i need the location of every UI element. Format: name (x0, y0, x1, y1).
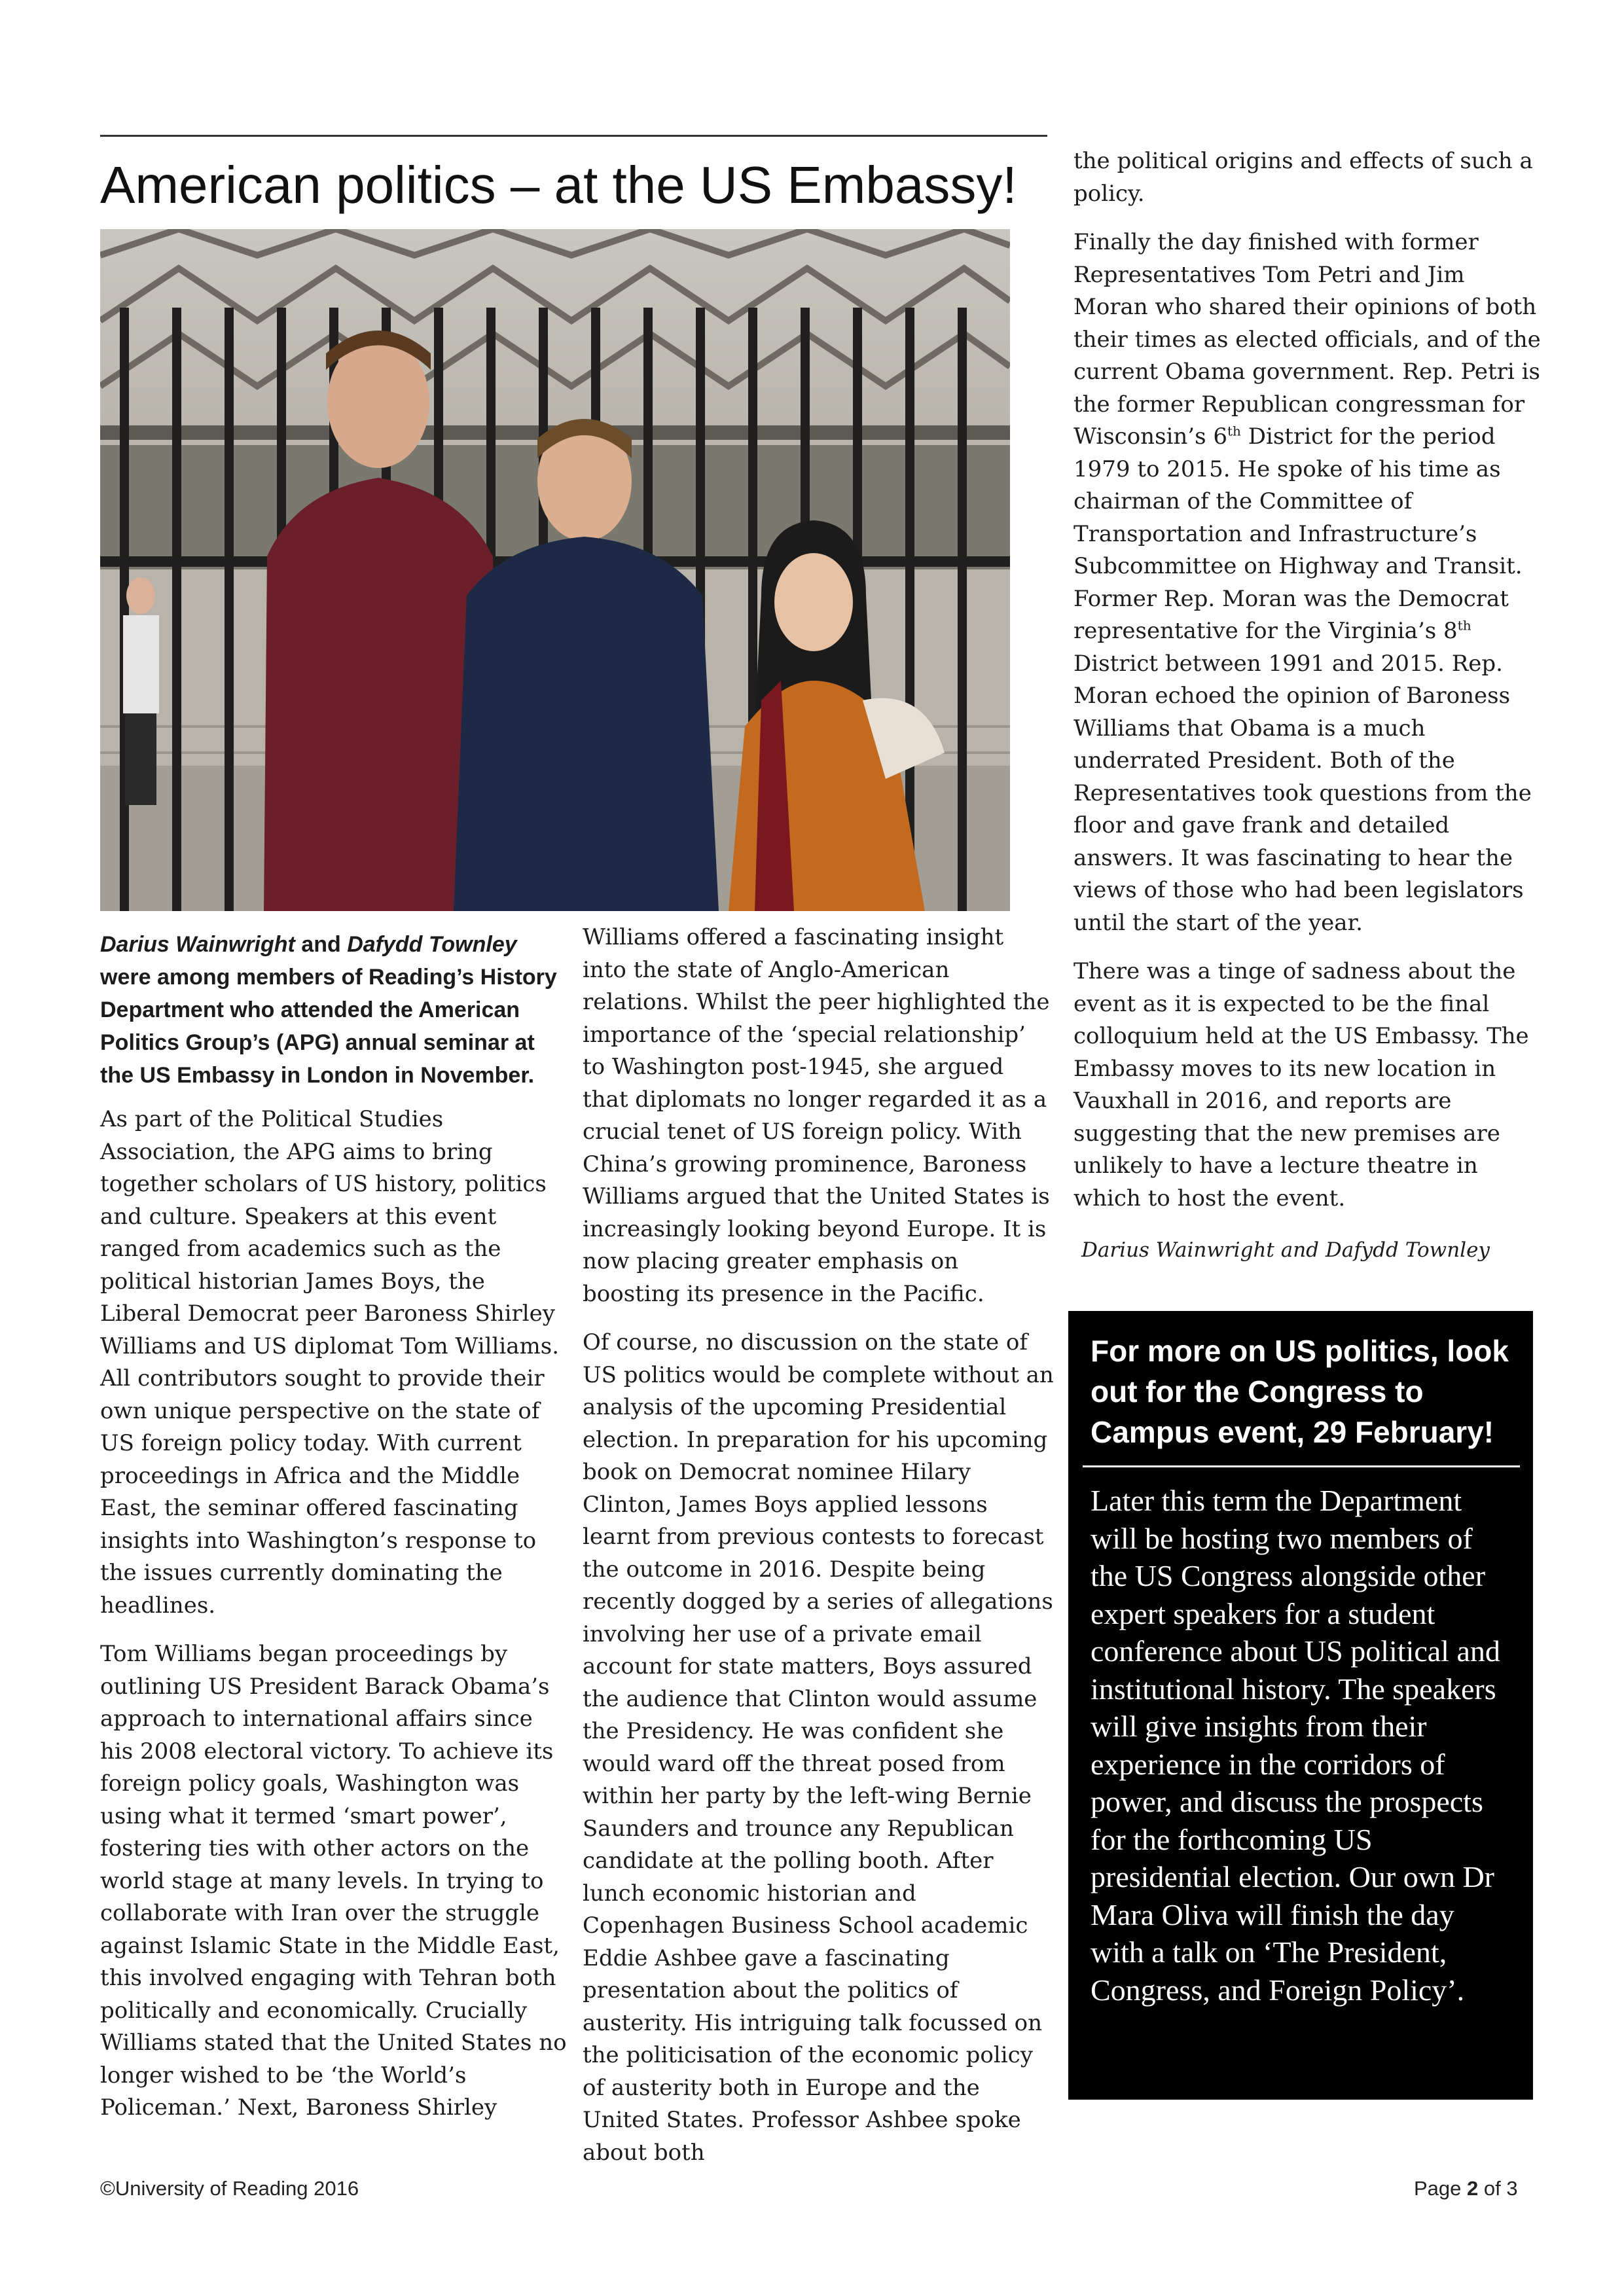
footer-copyright: ©University of Reading 2016 (100, 2177, 359, 2200)
body-paragraph-6-part-a: Finally the day finished with former Representatives Tom Petri and Jim Moran who shared their opinions of both their times as elected officials, and of the current Obama government. Rep. Petri is the former Republican congressman for Wisconsin’s 6 (1074, 229, 1541, 450)
byline: Darius Wainwright and Dafydd Townley (1081, 1238, 1490, 1262)
ordinal-suffix: th (1227, 423, 1241, 439)
body-paragraph-6-part-b: District for the period 1979 to 2015. He spoke of his time as chairman of the Committee of Transportation and Infrastructure’s Subcommittee on Highway and Transit. Former Rep. Moran was the Democrat representative for the Virginia’s 8 (1074, 423, 1523, 644)
lead-text: were among members of Reading’s History Department who attended the American Politics Group’s (APG) annual seminar at the US Embassy in London in November. (100, 965, 557, 1088)
column-2 (583, 922, 1054, 2185)
top-rule (100, 135, 1047, 137)
footer-page-number (1414, 2177, 1518, 2200)
body-paragraph-6 (1074, 226, 1545, 939)
body-paragraph-4: Of course, no discussion on the state of US politics would be complete without an analysis of the upcoming Presidential election. In preparation for his upcoming book on Democrat nominee Hilary Clinton, James Boys applied lessons learnt from previous contests to forecast the outcome in 2016. Despite being recently dogged by a series of allegations involving her use of a private email account for state matters, Boys assured the audience that Clinton would assume the Presidency. He was confident she would ward off the threat posed from within her party by the left-wing Bernie Saunders and trounce any Republican candidate at the polling booth. After lunch economic historian and Copenhagen Business School academic Eddie Ashbee gave a fascinating presentation about the politics of austerity. His intriguing talk focussed on the politicisation of the economic policy of austerity both in Europe and the United States. Professor Ashbee spoke about both (583, 1329, 1054, 2166)
page-total: of 3 (1478, 2177, 1518, 2200)
lead-and: and (295, 932, 348, 957)
column-3 (1074, 145, 1545, 1283)
lead-paragraph (100, 928, 568, 1092)
promo-box (1068, 1311, 1533, 2100)
body-paragraph-5: the political origins and effects of such a policy. (1074, 148, 1533, 207)
promo-body: Later this term the Department will be hosting two members of the US Congress alongside other expert speakers for a student conference about US political and institutional history. The speakers will give insights from their experience in the corridors of power, and discuss the prospects for the forthcoming US presidential election. Our own Dr Mara Oliva will finish the day with a talk on ‘The President, Congress, and Foreign Policy’. (1091, 1484, 1500, 2007)
body-paragraph-7: There was a tinge of sadness about the event as it is expected to be the final colloquium held at the US Embassy. The Embassy moves to its new location in Vauxhall in 2016, and reports are suggesting that the new premises are unlikely to have a lecture theatre in which to host the event. (1074, 958, 1529, 1211)
author-name-1: Darius Wainwright (100, 932, 295, 957)
author-name-2: Dafydd Townley (347, 932, 517, 957)
body-paragraph-2: Tom Williams began proceedings by outlining US President Barack Obama’s approach to international affairs since his 2008 electoral victory. To achieve its foreign policy goals, Washington was using what it termed ‘smart power’, fostering ties with other actors on the world stage at many levels. In trying to collaborate with Iran over the struggle against Islamic State in the Middle East, this involved engaging with Tehran both politically and economically. Crucially Williams stated that the United States no longer wished to be ‘the World’s Policeman.’ Next, Baroness Shirley (100, 1641, 567, 2121)
body-paragraph-1: As part of the Political Studies Association, the APG aims to bring together scholars of US history, politics and culture. Speakers at this event ranged from academics such as the political historian James Boys, the Liberal Democrat peer Baroness Shirley Williams and US diplomat Tom Williams. All contributors sought to provide their own unique perspective on the state of US foreign policy today. With current proceedings in Africa and the Middle East, the seminar offered fascinating insights into Washington’s response to the issues currently dominating the headlines. (100, 1106, 560, 1619)
page-current: 2 (1467, 2177, 1479, 2200)
page-prefix: Page (1414, 2177, 1468, 2200)
article-headline: American politics – at the US Embassy! (100, 156, 1017, 214)
promo-divider (1083, 1465, 1520, 1467)
body-paragraph-3: Williams offered a fascinating insight into the state of Anglo-American relations. Whilst the peer highlighted the importance of the ‘special relationship’ to Washington post-1945, she argued that diplomats no longer regarded it as a crucial tenet of US foreign policy. With China’s growing prominence, Baroness Williams argued that the United States is increasingly looking beyond Europe. It is now placing greater emphasis on boosting its presence in the Pacific. (583, 924, 1050, 1307)
ordinal-suffix: th (1457, 617, 1471, 634)
group-photo (100, 229, 1010, 911)
body-paragraph-6-part-c: District between 1991 and 2015. Rep. Moran echoed the opinion of Baroness Williams that Obama is a much underrated President. Both of the Representatives took questions from the floor and gave frank and detailed answers. It was fascinating to hear the views of those who had been legislators until the start of the year. (1074, 650, 1532, 936)
column-1 (100, 928, 568, 2141)
promo-title: For more on US politics, look out for the Congress to Campus event, 29 February! (1091, 1334, 1509, 1449)
